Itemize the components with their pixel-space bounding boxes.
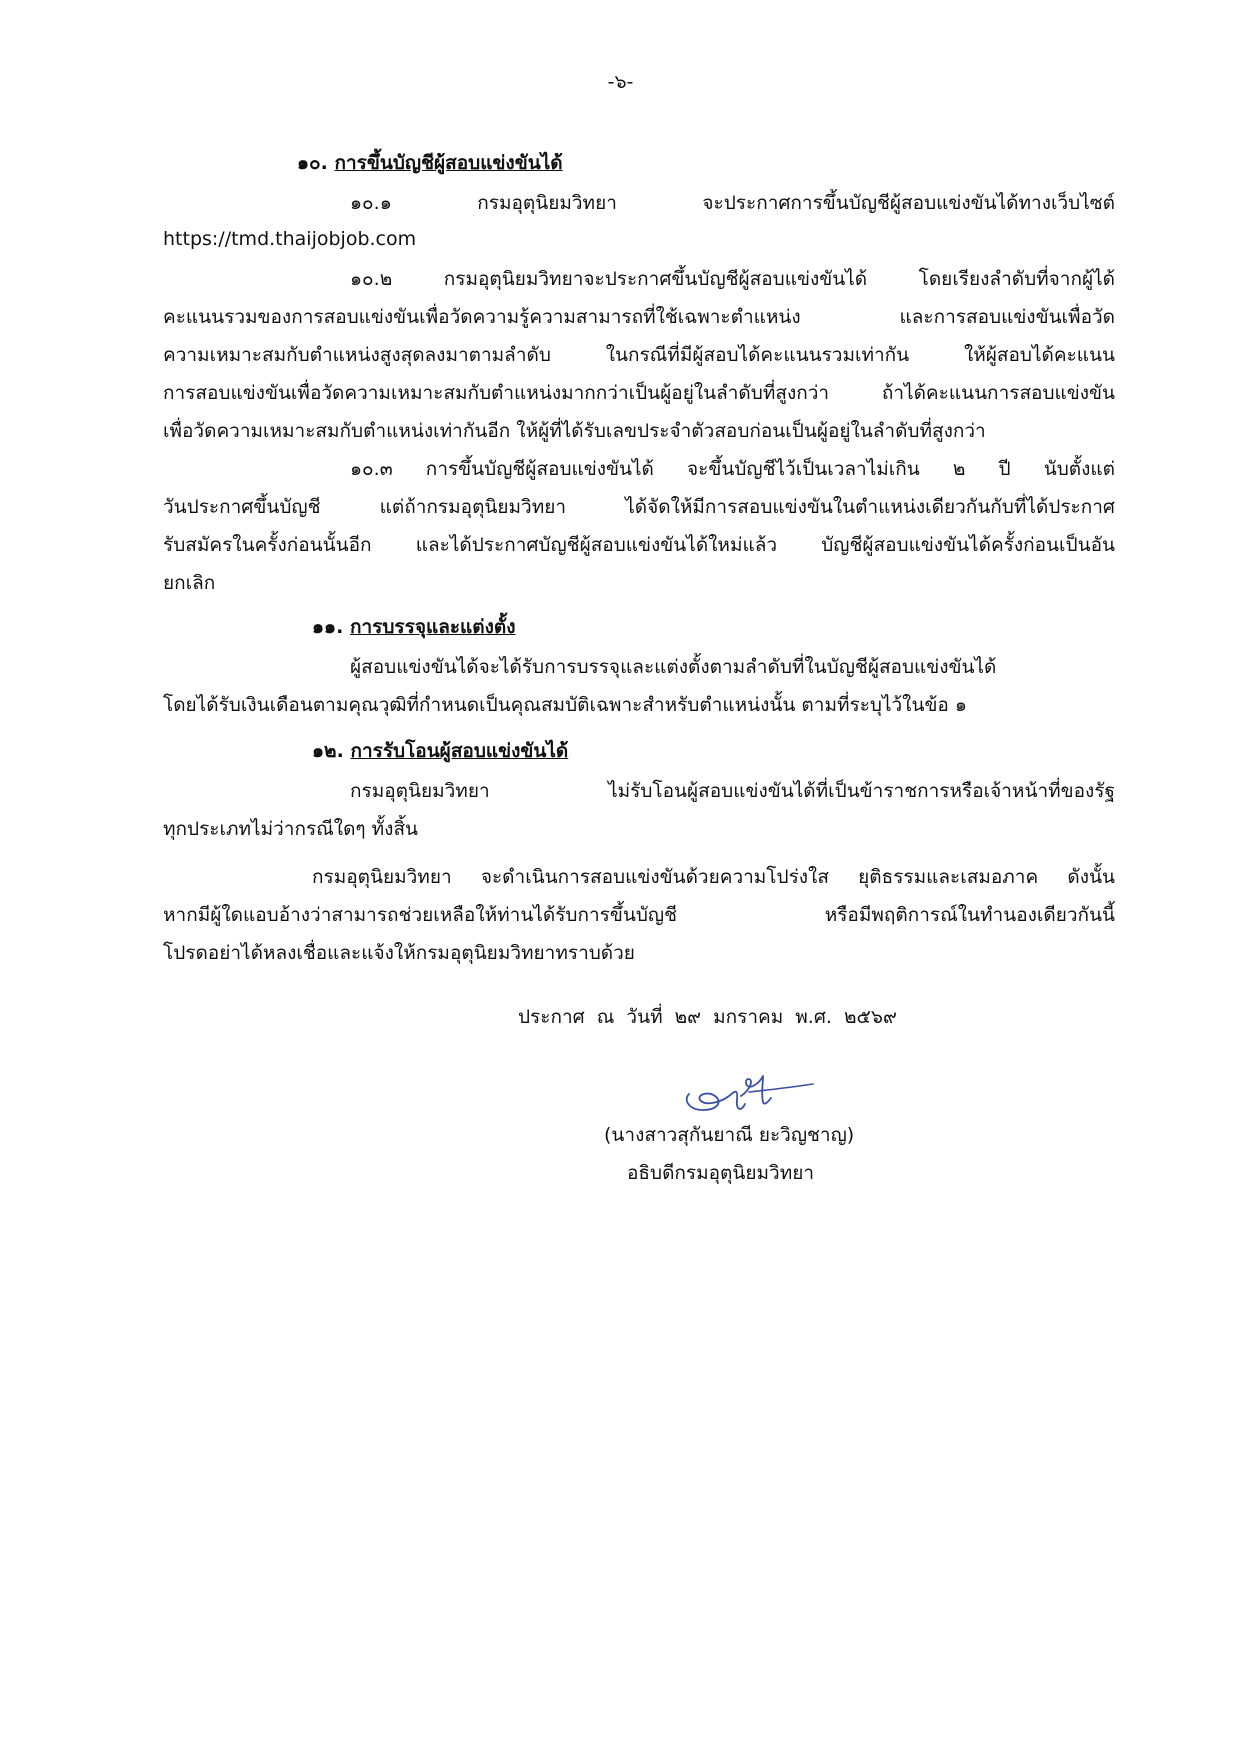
signature-image (675, 1070, 820, 1120)
section-11-line-1: ผู้สอบแข่งขันได้จะได้รับการบรรจุและแต่งตั้งตามลำดับที่ในบัญชีผู้สอบแข่งขันได้ (350, 656, 997, 678)
section-10-heading (297, 143, 563, 183)
closing-line-2: หากมีผู้ใดแอบอ้างว่าสามารถช่วยเหลือให้ท่านได้รับการขึ้นบัญชี หรือมีพฤติการณ์ในทำนองเดียวกันนี้ (163, 904, 1115, 926)
section-10-3-line-4: ยกเลิก (163, 572, 216, 594)
closing-line-1: กรมอุตุนิยมวิทยา จะดำเนินการสอบแข่งขันด้วยความโปร่งใส ยุติธรรมและเสมอภาค ดังนั้น (312, 866, 1115, 888)
closing-line-3: โปรดอย่าได้หลงเชื่อและแจ้งให้กรมอุตุนิยมวิทยาทราบด้วย (163, 942, 635, 964)
section-10-2-line-2: คะแนนรวมของการสอบแข่งขันเพื่อวัดความรู้ความสามารถที่ใช้เฉพาะตำแหน่ง และการสอบแข่งขันเพื่อวัด (163, 306, 1115, 328)
section-12-line-1: กรมอุตุนิยมวิทยา ไม่รับโอนผู้สอบแข่งขันได้ที่เป็นข้าราชการหรือเจ้าหน้าที่ของรัฐ (350, 780, 1115, 802)
section-11-line-2: โดยได้รับเงินเดือนตามคุณวุฒิที่กำหนดเป็นคุณสมบัติเฉพาะสำหรับตำแหน่งนั้น ตามที่ระบุไว้ในข้อ ๑ (163, 694, 967, 716)
section-12-line-2: ทุกประเภทไม่ว่ากรณีใดๆ ทั้งสิ้น (163, 818, 419, 840)
section-10-1-line-1: ๑๐.๑ กรมอุตุนิยมวิทยา จะประกาศการขึ้นบัญชีผู้สอบแข่งขันได้ทางเว็บไซต์ (350, 192, 1115, 214)
section-10-2-line-4: การสอบแข่งขันเพื่อวัดความเหมาะสมกับตำแหน่งมากกว่าเป็นผู้อยู่ในลำดับที่สูงกว่า ถ้าได้คะแนนการสอบแข่งขัน (163, 382, 1115, 404)
section-10-3-line-2: วันประกาศขึ้นบัญชี แต่ถ้ากรมอุตุนิยมวิทยา ได้จัดให้มีการสอบแข่งขันในตำแหน่งเดียวกันกับที่ได้ประกาศ (163, 496, 1115, 518)
section-12-title: การรับโอนผู้สอบแข่งขันได้ (350, 740, 569, 762)
section-10-2-line-1: ๑๐.๒ กรมอุตุนิยมวิทยาจะประกาศขึ้นบัญชีผู้สอบแข่งขันได้ โดยเรียงลำดับที่จากผู้ได้ (350, 268, 1115, 290)
announcement-date: ประกาศ ณ วันที่ ๒๙ มกราคม พ.ศ. ๒๕๖๙ (518, 1006, 897, 1028)
section-10-3-line-1: ๑๐.๓ การขึ้นบัญชีผู้สอบแข่งขันได้ จะขึ้นบัญชีไว้เป็นเวลาไม่เกิน ๒ ปี นับตั้งแต่ (350, 458, 1115, 480)
section-12-number: ๑๒. (312, 740, 344, 762)
section-11-heading (312, 607, 516, 647)
section-10-2-line-3: ความเหมาะสมกับตำแหน่งสูงสุดลงมาตามลำดับ ในกรณีที่มีผู้สอบได้คะแนนรวมเท่ากัน ให้ผู้สอบได้คะแนน (163, 344, 1115, 366)
section-11-title: การบรรจุและแต่งตั้ง (349, 616, 516, 638)
signer-position: อธิบดีกรมอุตุนิยมวิทยา (627, 1162, 815, 1184)
section-10-3-line-3: รับสมัครในครั้งก่อนนั้นอีก และได้ประกาศบัญชีผู้สอบแข่งขันได้ใหม่แล้ว บัญชีผู้สอบแข่งขันได้ครั้งก่อนเป็นอัน (163, 534, 1115, 556)
section-12-heading (312, 731, 568, 771)
page-number: -๖- (607, 71, 634, 93)
section-10-1-url: https://tmd.thaijobjob.com (163, 228, 417, 250)
section-10-2-line-5: เพื่อวัดความเหมาะสมกับตำแหน่งเท่ากันอีก ให้ผู้ที่ได้รับเลขประจำตัวสอบก่อนเป็นผู้อยู่ในลำดับที่สูงกว่า (163, 420, 986, 442)
section-10-number: ๑๐. (297, 152, 328, 174)
section-11-number: ๑๑. (312, 616, 344, 638)
section-10-title: การขึ้นบัญชีผู้สอบแข่งขันได้ (334, 152, 563, 174)
signer-name: (นางสาวสุกันยาณี ยะวิญชาญ) (604, 1124, 855, 1146)
